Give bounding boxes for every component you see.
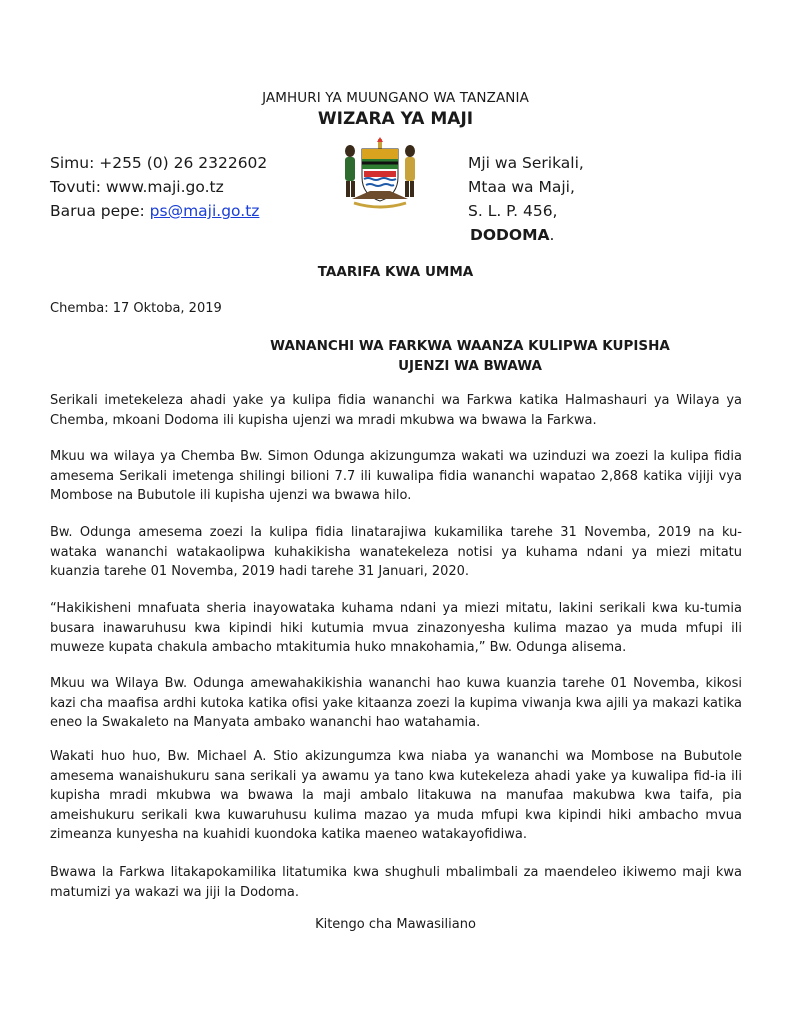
address-line-2: Mtaa wa Maji,: [468, 178, 575, 196]
email-link[interactable]: ps@maji.go.tz: [149, 202, 260, 220]
paragraph-4: “Hakikisheni mnafuata sheria inayowataka kuhama ndani ya miezi mitatu, lakini serikali kwa ku-tumia busara inawaruhusu kwa kipindi hiki kutumia mvua zinazonyesha kulima mazao ya muda mfupi ili muweze kupata chakula ambacho mtakitumia huko mnakohamia,” Bw. Odunga alisema.: [50, 601, 742, 656]
republic-name: JAMHURI YA MUUNGANO WA TANZANIA: [262, 90, 529, 106]
address-line-1: Mji wa Serikali,: [468, 154, 584, 172]
ministry-name: WIZARA YA MAJI: [317, 109, 474, 129]
headline-line-1: WANANCHI WA FARKWA WAANZA KULIPWA KUPISHA: [270, 338, 670, 354]
headline: [200, 336, 740, 376]
paragraph-6: Wakati huo huo, Bw. Michael A. Stio akizungumza kwa niaba ya wananchi wa Mombose na Bubutole amesema wanaishukuru sana serikali ya awamu ya tano kwa kutekeleza ahadi yake ya kuwalipa fid-ia ili kupisha mradi mkubwa wa bwawa la maji ambalo litakuwa na manufaa makubwa kwa taifa, pia ameishukuru serikali kwa kuwaruhusu kulima mazao ya muda mfupi kwa kipindi hiki ambacho mvua zimeanza kunyesha na kuahidi kuondoka katika maeneo watakayofidiwa.: [50, 749, 742, 843]
signature: Kitengo cha Mawasiliano: [315, 917, 476, 932]
address-line-3: S. L. P. 456,: [468, 202, 558, 220]
phone-line: Simu: +255 (0) 26 2322602: [50, 154, 268, 172]
paragraph-5: Mkuu wa Wilaya Bw. Odunga amewahakikishia wananchi hao kuwa kuanzia tarehe 01 Novemba, kikosi kazi cha maafisa ardhi kutoka katika ofisi yake kitaanza zoezi la kupima viwanja kwa ajili ya makazi katika eneo la Swakaleto na Manyata ambako wananchi hao watahamia.: [50, 676, 742, 731]
notice-title: TAARIFA KWA UMMA: [317, 264, 474, 280]
document-date: Chemba: 17 Oktoba, 2019: [50, 301, 222, 316]
website-line: Tovuti: www.maji.go.tz: [50, 178, 224, 196]
email-label: Barua pepe:: [50, 202, 145, 220]
paragraph-7: Bwawa la Farkwa litakapokamilika litatumika kwa shughuli mbalimbali za maendeleo ikiwemo maji kwa matumizi ya wakazi wa jiji la Dodoma.: [50, 865, 742, 900]
paragraph-1: Serikali imetekeleza ahadi yake ya kulipa fidia wananchi wa Farkwa katika Halmashauri ya Wilaya ya Chemba, mkoani Dodoma ili kupisha ujenzi wa mradi mkubwa wa bwawa la Farkwa.: [50, 393, 742, 428]
paragraph-2: Mkuu wa wilaya ya Chemba Bw. Simon Odunga akizungumza wakati wa uzinduzi wa zoezi la kulipa fidia amesema Serikali imetenga shilingi bilioni 7.7 ili kuwalipa fidia wananchi wapatao 2,868 katika vijiji vya Mombose na Bubutole ili kupisha ujenzi wa bwawa hilo.: [50, 449, 742, 504]
headline-line-2: UJENZI WA BWAWA: [398, 358, 542, 374]
contact-block: [50, 151, 267, 223]
address-city: DODOMA: [470, 226, 550, 244]
email-line: [50, 199, 267, 223]
tanzania-coat-of-arms-icon: [334, 137, 426, 211]
address-block: [468, 151, 584, 247]
address-city-suffix: .: [549, 226, 555, 244]
address-city-line: [468, 223, 584, 247]
paragraph-3: Bw. Odunga amesema zoezi la kulipa fidia linatarajiwa kukamilika tarehe 31 Novemba, 2019 na ku-wataka wananchi watakaolipwa kuhakikisha wanatekeleza notisi ya kuhama ndani ya miezi mitatu kuanzia tarehe 01 Novemba, 2019 hadi tarehe 31 Januari, 2020.: [50, 525, 742, 580]
